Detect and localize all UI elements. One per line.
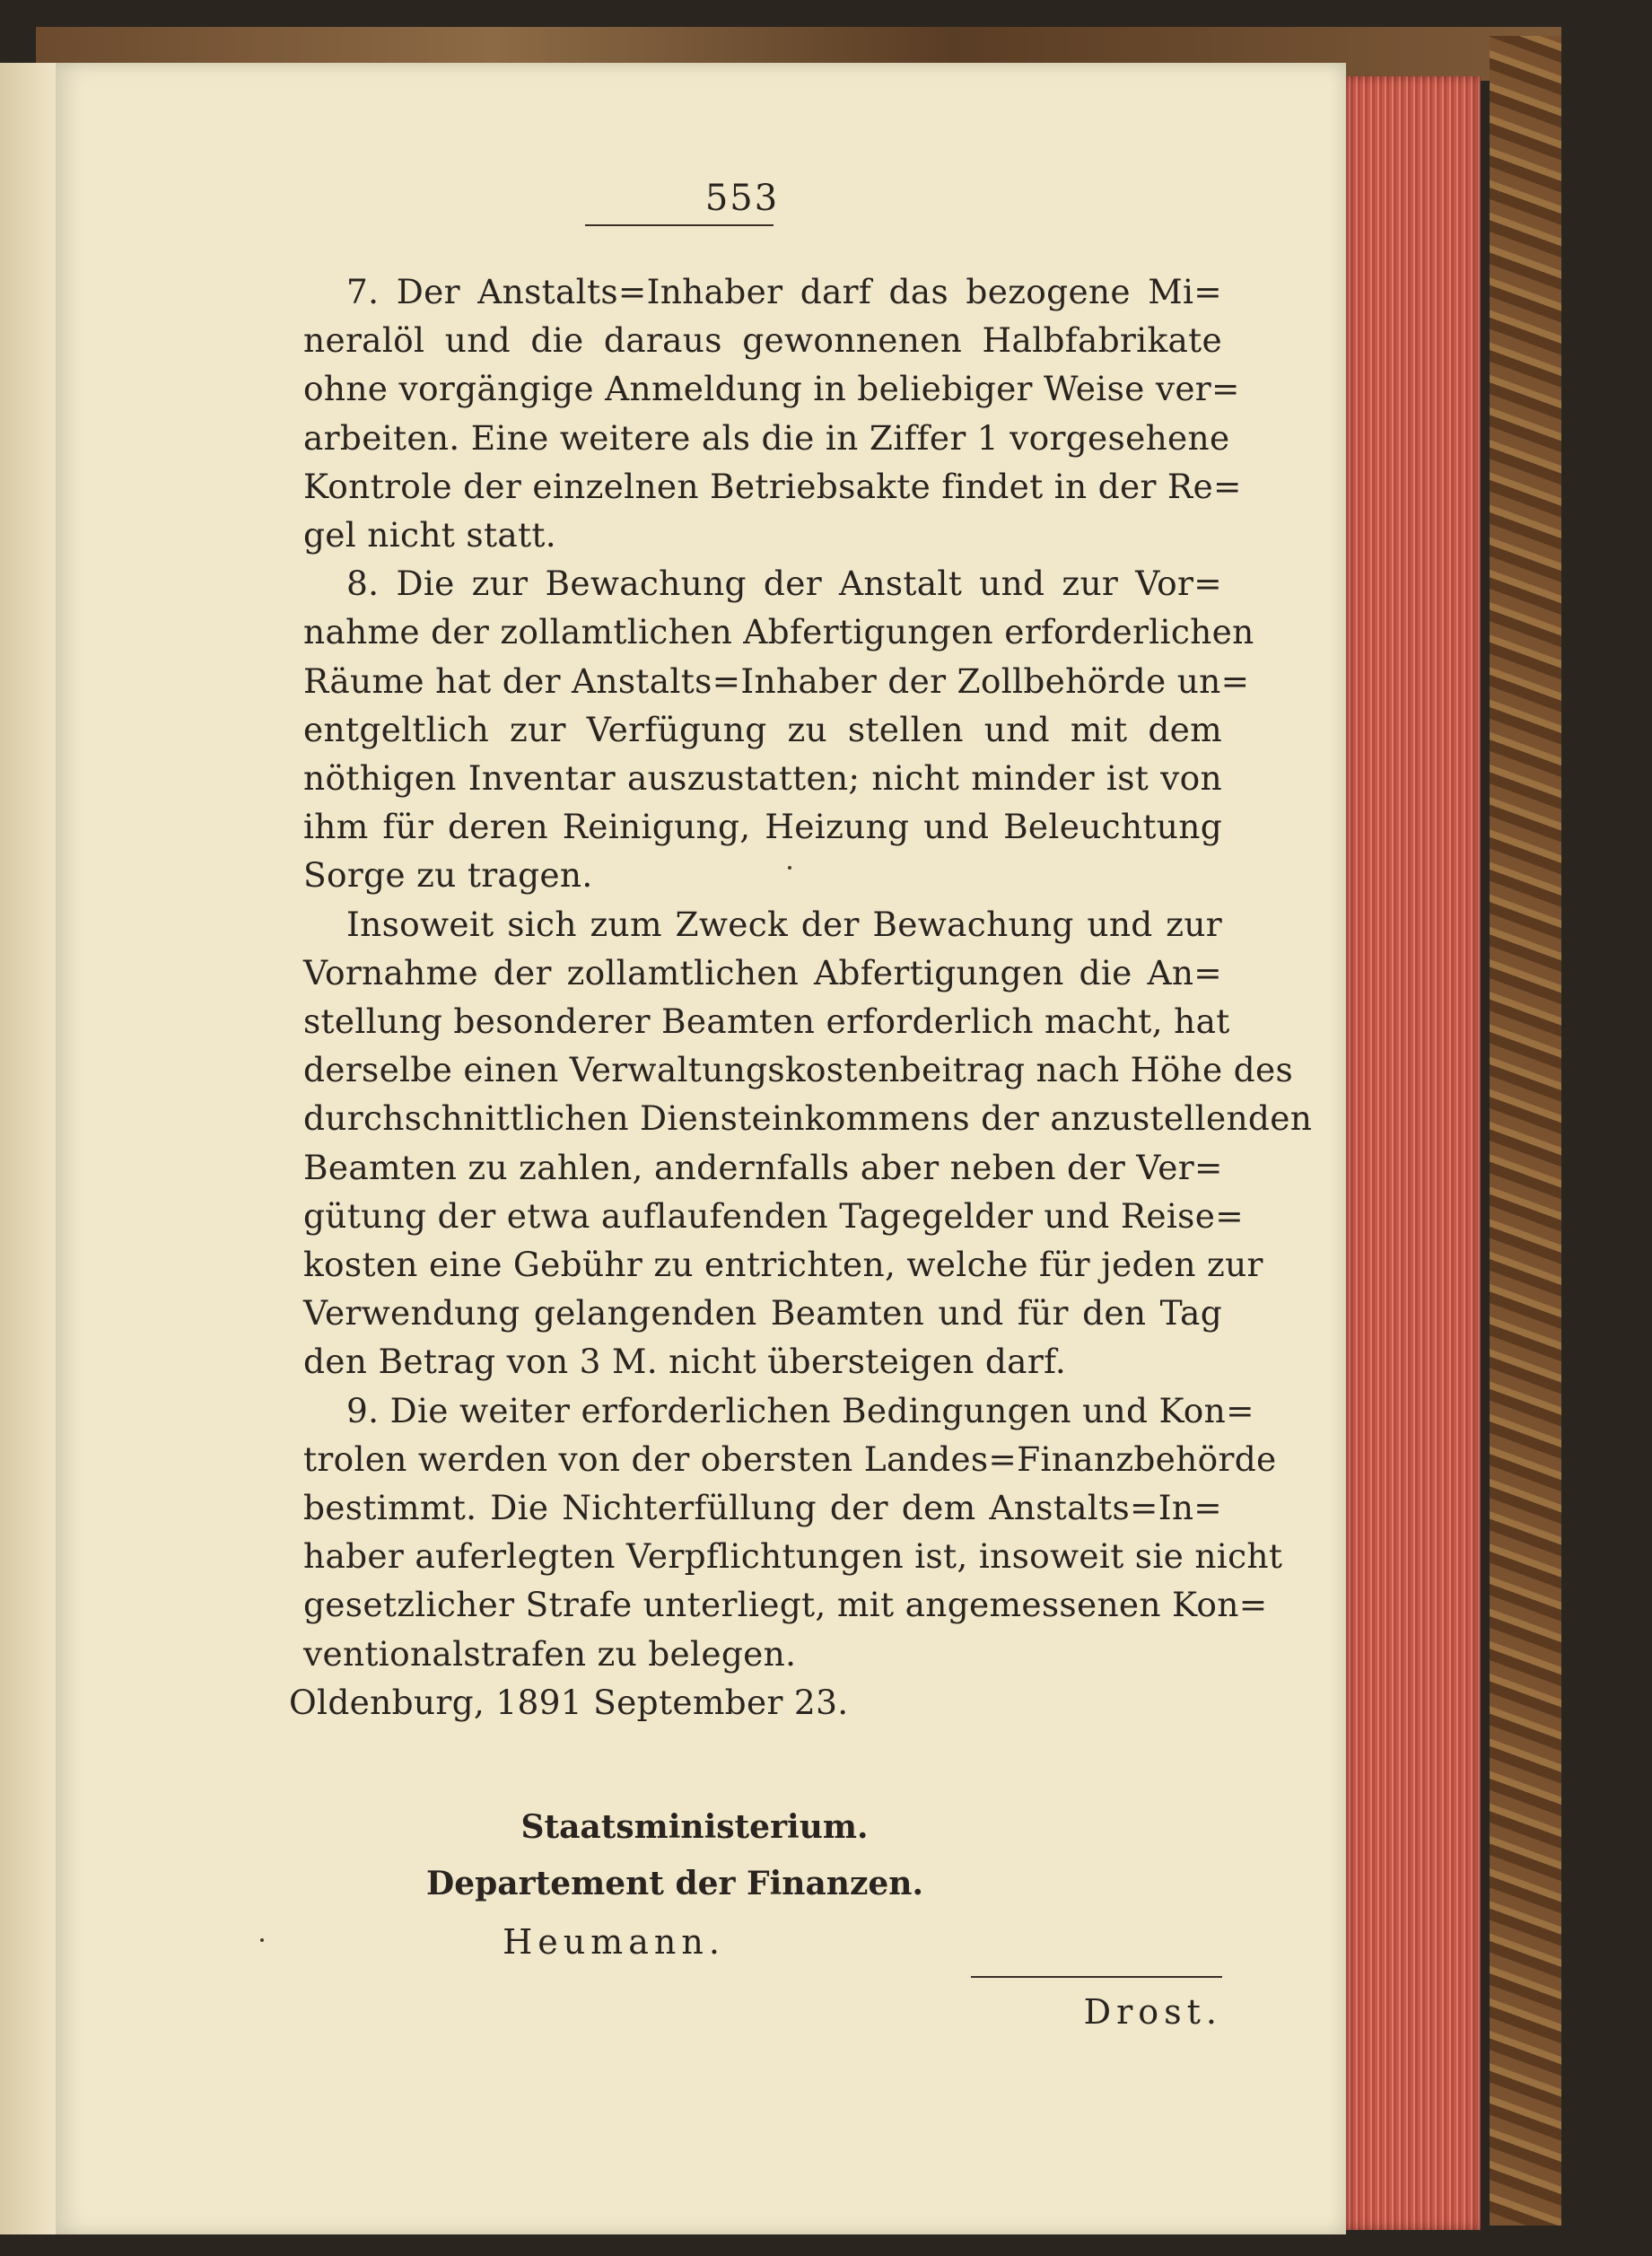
document-page xyxy=(56,63,1346,2234)
text-line: gel nicht statt. xyxy=(303,515,556,555)
signature-signer: Heumann. xyxy=(503,1922,725,1962)
text-line: ventionalstrafen zu belegen. xyxy=(303,1633,797,1674)
text-line: Insoweit sich zum Zweck der Bewachung und zur xyxy=(346,904,1222,944)
text-line: 7. Der Anstalts=Inhaber darf das bezogene Mi= xyxy=(346,272,1222,311)
page-number: 553 xyxy=(704,178,780,219)
text-line: gesetzlicher Strafe unterliegt, mit angemessenen Kon= xyxy=(303,1585,1268,1625)
text-line: ohne vorgängige Anmeldung in beliebiger Weise ver= xyxy=(303,369,1240,409)
text-line: Kontrole der einzelnen Betriebsakte findet in der Re= xyxy=(303,466,1242,506)
text-line: arbeiten. Eine weitere als die in Ziffer 1 vorgesehene xyxy=(303,417,1230,458)
text-line: gütung der etwa auflaufenden Tagegelder und Reise= xyxy=(303,1195,1244,1236)
text-line: nahme der zollamtlichen Abfertigungen erforderlichen xyxy=(303,612,1254,652)
text-line: neralöl und die daraus gewonnenen Halbfabrikate xyxy=(303,320,1222,361)
header-rule xyxy=(585,224,774,226)
page-edges xyxy=(1346,76,1481,2230)
text-line: derselbe einen Verwaltungskostenbeitrag nach Höhe des xyxy=(303,1050,1293,1090)
text-line: stellung besonderer Beamten erforderlich macht, hat xyxy=(303,1001,1230,1042)
text-line: Verwendung gelangenden Beamten und für den Tag xyxy=(303,1293,1222,1333)
text-line: Räume hat der Anstalts=Inhaber der Zollbehörde un= xyxy=(303,660,1250,701)
signature-authority: Staatsministerium. xyxy=(520,1808,869,1846)
text-line: Beamten zu zahlen, andernfalls aber neben der Ver= xyxy=(303,1147,1223,1187)
signature-rule xyxy=(971,1976,1222,1978)
text-line: 9. Die weiter erforderlichen Bedingungen und Kon= xyxy=(346,1390,1254,1430)
text-line: Vornahme der zollamtlichen Abfertigungen die An= xyxy=(303,952,1222,992)
text-line: durchschnittlichen Diensteinkommens der anzustellenden xyxy=(303,1098,1313,1139)
text-line: Sorge zu tragen. xyxy=(303,855,593,896)
text-line: den Betrag von 3 M. nicht übersteigen darf. xyxy=(303,1342,1067,1382)
book-cover-edge xyxy=(1490,36,1561,2225)
text-line: trolen werden von der obersten Landes=Finanzbehörde xyxy=(303,1438,1277,1479)
facing-page-sliver xyxy=(0,63,57,2234)
body-text xyxy=(289,267,1313,1727)
text-line: ihm für deren Reinigung, Heizung und Beleuchtung xyxy=(303,807,1222,847)
text-line: haber auferlegten Verpflichtungen ist, insoweit sie nicht xyxy=(303,1536,1283,1577)
text-line: bestimmt. Die Nichterfüllung der dem Anstalts=In= xyxy=(303,1488,1222,1528)
date-line: Oldenburg, 1891 September 23. xyxy=(289,1682,849,1722)
signature-countersigner: Drost. xyxy=(1083,1992,1222,2032)
text-line: kosten eine Gebühr zu entrichten, welche für jeden zur xyxy=(303,1245,1263,1285)
text-line: entgeltlich zur Verfügung zu stellen und mit dem xyxy=(303,709,1222,749)
paper-speck xyxy=(260,1938,264,1942)
paper-speck xyxy=(788,866,791,870)
text-line: nöthigen Inventar auszustatten; nicht minder ist von xyxy=(303,758,1222,799)
text-line: 8. Die zur Bewachung der Anstalt und zur Vor= xyxy=(346,564,1222,604)
signature-department: Departement der Finanzen. xyxy=(426,1865,923,1902)
